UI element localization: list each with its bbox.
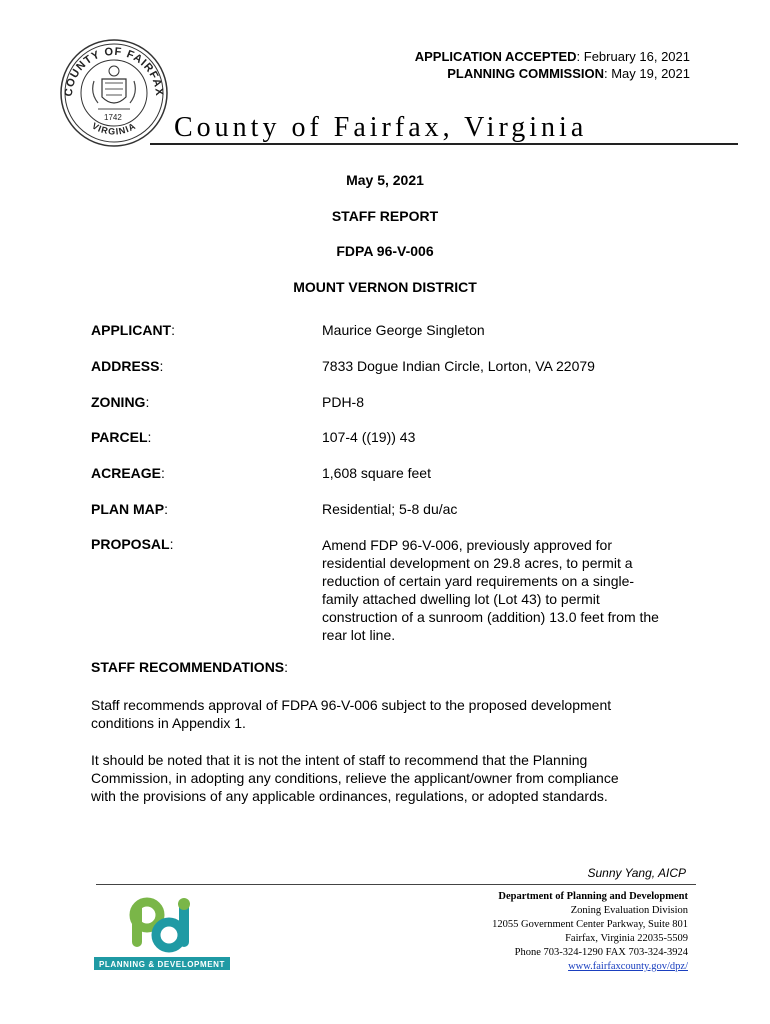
plan-map-value: Residential; 5-8 du/ac [322, 501, 458, 517]
department-address-1: 12055 Government Center Parkway, Suite 801 [492, 919, 688, 930]
planning-commission-date: : May 19, 2021 [604, 66, 690, 81]
proposal-line: family attached dwelling lot (Lot 43) to permit [322, 591, 600, 607]
department-division: Zoning Evaluation Division [570, 905, 688, 916]
acreage-value: 1,608 square feet [322, 465, 431, 481]
svg-text:VIRGINIA [90, 121, 138, 137]
application-accepted-label: APPLICATION ACCEPTED [414, 49, 577, 64]
seal-year: 1742 [104, 113, 122, 122]
paragraph-line: It should be noted that it is not the intent of staff to recommend that the Planning [91, 752, 588, 768]
proposal-line: construction of a sunroom (addition) 13.0 feet from the [322, 609, 659, 625]
planning-commission-line [415, 65, 690, 82]
application-accepted-date: : February 16, 2021 [576, 49, 690, 64]
proposal-text [322, 536, 692, 644]
recommendation-paragraph [91, 696, 691, 732]
paragraph-line: Commission, in adopting any conditions, relieve the applicant/owner from compliance [91, 770, 619, 786]
zoning-label: ZONING: [91, 394, 150, 410]
acreage-label: ACREAGE: [91, 465, 165, 481]
report-date: May 5, 2021 [346, 172, 424, 188]
address-label: ADDRESS: [91, 358, 164, 374]
seal-ring-text-bottom: VIRGINIA [90, 120, 138, 137]
report-type: STAFF REPORT [331, 208, 439, 224]
seal-ring-text-top: COUNTY OF FAIRFAX [62, 45, 166, 98]
parcel-label: PARCEL: [91, 429, 152, 445]
department-website-link[interactable]: www.fairfaxcounty.gov/dpz/ [568, 961, 688, 972]
county-seal-logo [58, 37, 170, 149]
signature: Sunny Yang, AICP [587, 866, 686, 880]
department-address-2: Fairfax, Virginia 22035-5509 [565, 933, 688, 944]
note-paragraph [91, 751, 691, 805]
department-phone: Phone 703-324-1290 FAX 703-324-3924 [514, 947, 688, 958]
proposal-line: rear lot line. [322, 627, 396, 643]
application-accepted-line [415, 48, 690, 65]
staff-recommendations-heading: STAFF RECOMMENDATIONS: [91, 659, 289, 675]
plan-map-label: PLAN MAP: [91, 501, 169, 517]
title-divider [150, 143, 738, 145]
planning-commission-label: PLANNING COMMISSION [447, 66, 604, 81]
paragraph-line: Staff recommends approval of FDPA 96-V-006 subject to the proposed development [91, 697, 612, 713]
proposal-line: Amend FDP 96-V-006, previously approved for [322, 537, 613, 553]
zoning-value: PDH-8 [322, 394, 365, 410]
district-name: MOUNT VERNON DISTRICT [293, 279, 477, 295]
case-number: FDPA 96-V-006 [336, 243, 434, 259]
proposal-label: PROPOSAL: [91, 536, 174, 552]
applicant-value: Maurice George Singleton [322, 322, 485, 338]
county-title: County of Fairfax, Virginia [174, 112, 588, 143]
logo-text: PLANNING & DEVELOPMENT [98, 960, 226, 969]
paragraph-line: conditions in Appendix 1. [91, 715, 246, 731]
department-block [492, 890, 688, 974]
parcel-value: 107-4 ((19)) 43 [322, 429, 416, 445]
address-value: 7833 Dogue Indian Circle, Lorton, VA 22079 [322, 358, 595, 374]
applicant-label: APPLICANT: [91, 322, 176, 338]
proposal-line: reduction of certain yard requirements on a single- [322, 573, 635, 589]
proposal-line: residential development on 29.8 acres, to permit a [322, 555, 633, 571]
footer-divider [96, 884, 696, 885]
paragraph-line: with the provisions of any applicable ordinances, regulations, or adopted standards. [91, 788, 608, 804]
department-name: Department of Planning and Development [498, 891, 688, 902]
planning-development-logo [92, 893, 232, 973]
header-meta [415, 48, 690, 82]
